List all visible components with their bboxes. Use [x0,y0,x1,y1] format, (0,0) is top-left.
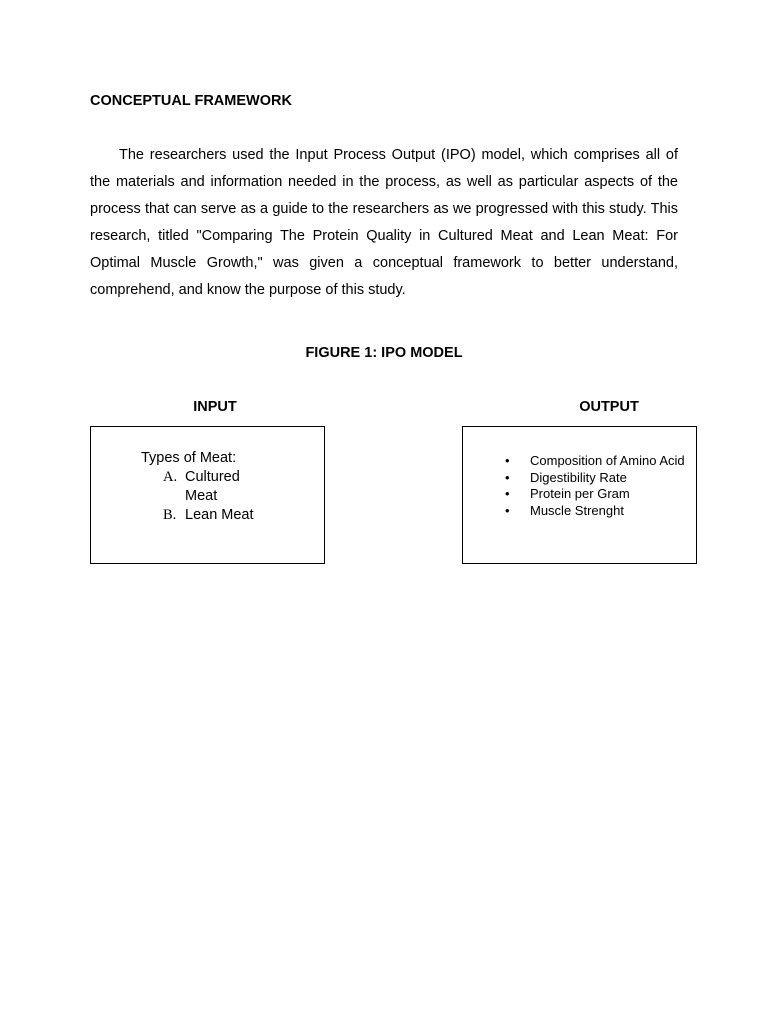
framework-paragraph: The researchers used the Input Process Output (IPO) model, which comprises all of the materials and information needed in the process, as well as particular aspects of the process that can serve as a guide to the researchers as we progressed with this study. This research, titled "Comparing The Protein Quality in Cultured Meat and Lean Meat: For Optimal Muscle Growth," was given a conceptual framework to better understand, comprehend, and know the purpose of this study. [90,147,678,298]
bullet-icon: • [505,453,510,468]
bullet-icon: • [505,502,510,518]
bullet-icon: • [505,469,510,485]
input-content [141,449,265,525]
input-intro: Types of Meat: [141,450,237,466]
list-marker: A. [163,469,178,485]
list-item-text: Digestibility Rate [530,469,627,485]
output-list-item [505,503,685,520]
output-list-item [505,470,685,487]
section-heading: CONCEPTUAL FRAMEWORK [90,93,292,109]
figure-title: FIGURE 1: IPO MODEL [305,345,463,361]
input-column-label: INPUT [193,399,237,415]
input-box [90,426,325,564]
list-item-text: Composition of Amino Acid [530,453,685,468]
list-item-text: Cultured Meat [185,469,240,504]
list-item-text: Muscle Strenght [530,502,624,518]
output-column-label: OUTPUT [579,399,639,415]
list-item-text: Protein per Gram [530,486,630,501]
input-list [141,468,265,525]
output-list-item [505,453,685,470]
bullet-icon: • [505,486,510,501]
output-list [505,453,685,519]
input-list-item [141,468,265,506]
list-marker: B. [163,507,177,523]
output-list-item [505,486,685,503]
list-item-text: Lean Meat [185,507,254,523]
output-box [462,426,697,564]
input-list-item [141,506,265,525]
